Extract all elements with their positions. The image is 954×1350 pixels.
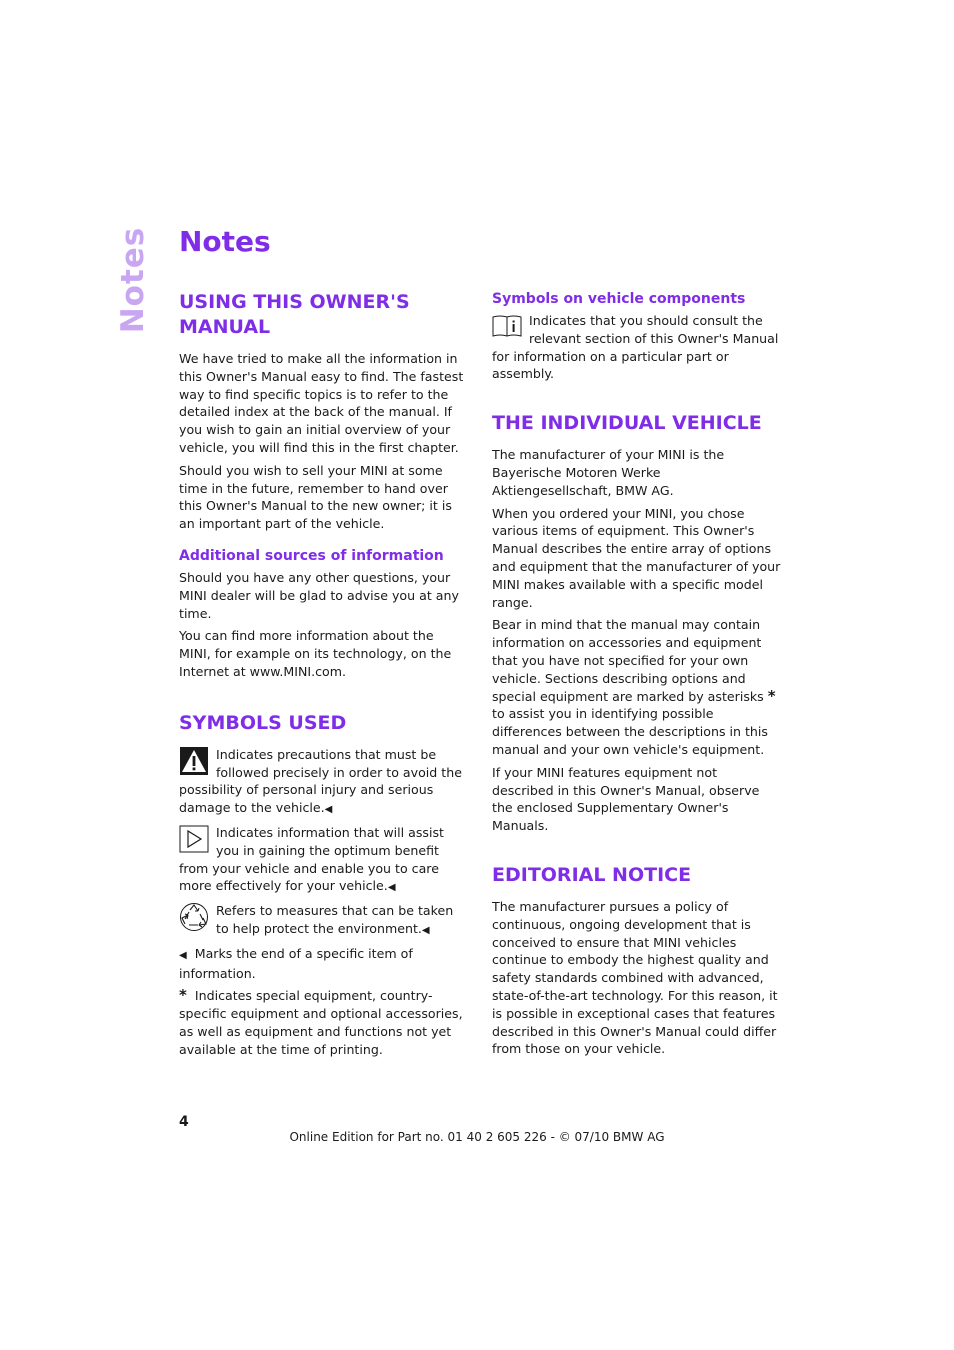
additional-sources-paragraph-2: You can find more information about the MINI, for example on its technology, on the Internet at www.MINI.com. [179, 628, 452, 679]
end-marker-icon: ◀ [324, 804, 333, 816]
page-number: 4 [179, 1114, 189, 1130]
page-title: Notes [179, 225, 271, 258]
editorial-notice-section [492, 863, 782, 1058]
asterisk-paragraph [179, 987, 469, 1058]
additional-sources-paragraph-1: Should you have any other questions, your MINI dealer will be glad to advise you at any time. [179, 569, 459, 621]
end-marker-text: Marks the end of a specific item of information. [179, 945, 413, 981]
editorial-notice-text: The manufacturer pursues a policy of continuous, ongoing development that is conceived to ensure that MINI vehicles continue to embody the highest quality and safety standards combined with advanced, state-of-the-art technology. For this reason, it is possible in exceptional cases that features described in this Owner's Manual could differ from those on your vehicle. [492, 898, 778, 1057]
vehicle-symbols-paragraph [492, 312, 782, 383]
individual-vehicle-paragraph-3 [492, 616, 782, 758]
end-marker-icon: ◀ [179, 949, 187, 961]
end-marker-paragraph [179, 945, 469, 983]
side-tab-label: Notes [115, 226, 152, 334]
vehicle-symbols-text: Indicates that you should consult the relevant section of this Owner's Manual for information on a particular part or assembly. [492, 313, 779, 382]
asterisk-icon: * [179, 986, 187, 1005]
individual-vehicle-paragraph-3-end: to assist you in identifying possible differences between the descriptions in this manual and your own vehicle's equipment. [492, 706, 768, 757]
warning-symbol-paragraph [179, 746, 469, 819]
vehicle-symbols-section [492, 290, 782, 383]
owners-manual-paragraph-2: Should you wish to sell your MINI at some time in the future, remember to hand over this Owner's Manual to the new owner; it is an important part of the vehicle. [179, 462, 452, 532]
editorial-notice-heading: EDITORIAL NOTICE [492, 863, 692, 886]
owners-manual-heading: USING THIS OWNER'S MANUAL [179, 291, 410, 338]
owners-manual-paragraph-1: We have tried to make all the information in this Owner's Manual easy to find. The fastest way to find specific topics is to refer to the detailed index at the back of the manual. If you wish to gain an initial overview of your vehicle, you will find this in the first chapter. [179, 351, 464, 455]
footer-edition: Online Edition for Part no. 01 40 2 605 226 - © 07/10 BMW AG [289, 1130, 665, 1144]
individual-vehicle-paragraph-1: The manufacturer of your MINI is the Bayerische Motoren Werke Aktiengesellschaft, BMW AG. [492, 447, 725, 498]
additional-sources-heading: Additional sources of information [179, 547, 444, 564]
individual-vehicle-heading: THE INDIVIDUAL VEHICLE [492, 412, 762, 435]
asterisk-icon: * [767, 686, 776, 705]
environment-symbol-paragraph [179, 902, 469, 940]
environment-symbol-text: Refers to measures that can be taken to help protect the environment. [216, 903, 454, 936]
individual-vehicle-section [492, 411, 782, 835]
asterisk-text: Indicates special equipment, country-specific equipment and optional accessories, as well as equipment and functions not yet available at the time of printing. [179, 988, 463, 1057]
left-column [179, 290, 469, 1081]
end-marker-icon: ◀ [387, 882, 396, 894]
play-arrow-icon [179, 826, 209, 852]
recycle-icon [179, 904, 209, 930]
right-column [492, 290, 782, 1080]
individual-vehicle-paragraph-2: When you ordered your MINI, you chose various items of equipment. This Owner's Manual describes the entire array of options and equipment that the manufacturer of your MINI makes available with a specific model range. [492, 505, 781, 610]
individual-vehicle-paragraph-3-start: Bear in mind that the manual may contain information on accessories and equipment that you have not specified for your own vehicle. Sections describing options and special equipment are marked by asterisks [492, 617, 768, 704]
warning-triangle-icon [179, 748, 209, 774]
warning-symbol-text: Indicates precautions that must be followed precisely in order to avoid the possibility of personal injury and serious damage to the vehicle. [179, 746, 462, 816]
owners-manual-section [179, 290, 469, 533]
individual-vehicle-paragraph-4: If your MINI features equipment not described in this Owner's Manual, observe the enclosed Supplementary Owner's Manuals. [492, 764, 760, 834]
vehicle-symbols-heading: Symbols on vehicle components [492, 291, 746, 307]
section-side-tab [114, 226, 154, 334]
additional-sources-section [179, 547, 469, 681]
info-symbol-paragraph [179, 824, 469, 897]
book-info-icon [492, 314, 522, 338]
symbols-used-heading: SYMBOLS USED [179, 711, 347, 734]
end-marker-icon: ◀ [421, 924, 430, 936]
info-symbol-text: Indicates information that will assist you in gaining the optimum benefit from your vehicle and enable you to care more effectively for your vehicle. [179, 824, 444, 894]
symbols-used-section [179, 711, 469, 1059]
